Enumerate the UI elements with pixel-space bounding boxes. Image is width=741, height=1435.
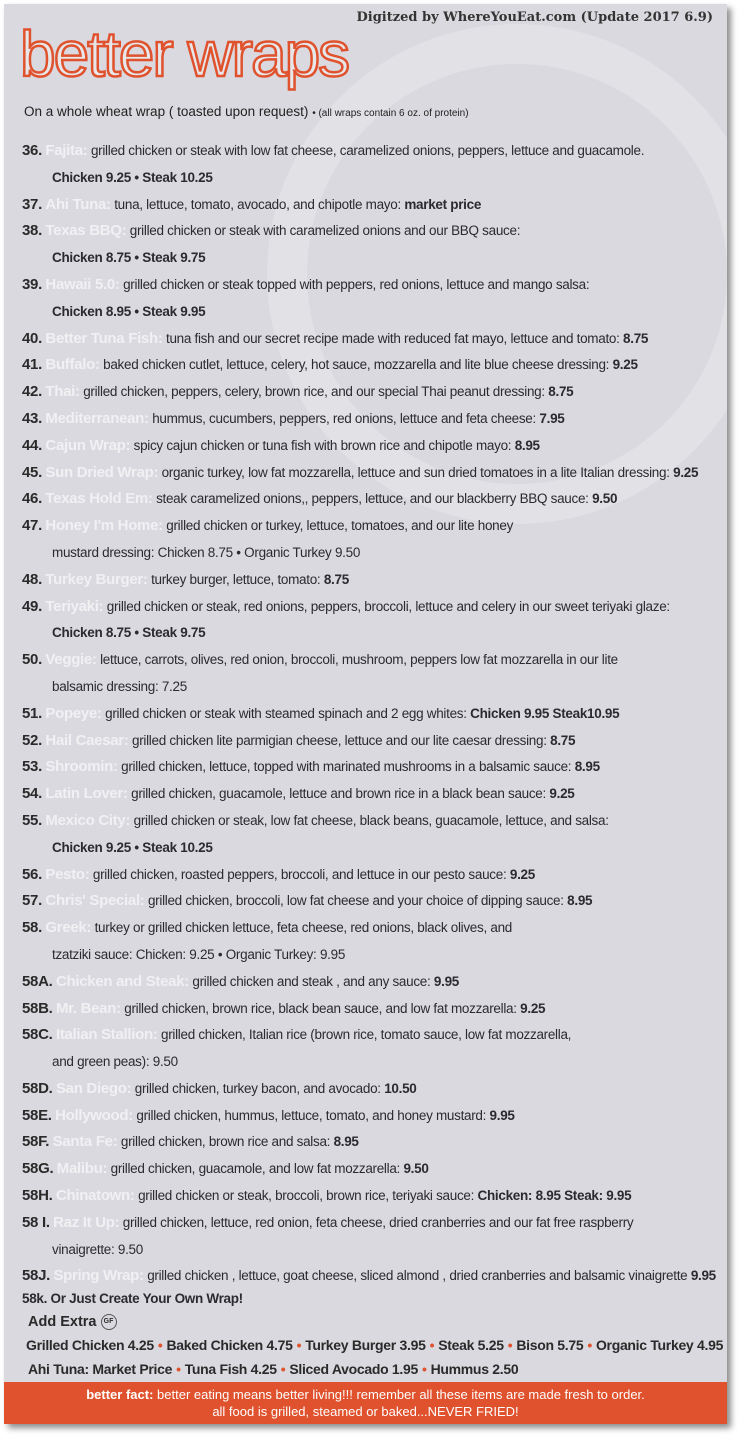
extra-item: Bison 5.75 [516, 1337, 584, 1353]
menu-item-line [22, 1183, 722, 1210]
menu-item-name: Hawaii 5.0: [45, 275, 120, 293]
bullet-separator: • [157, 1337, 163, 1353]
menu-item-line [22, 888, 722, 915]
menu-item [22, 460, 722, 487]
menu-item-line [22, 352, 722, 379]
menu-item-price: 8.95 [514, 437, 540, 453]
menu-item-line [22, 1210, 722, 1237]
extra-item: Hummus 2.50 [430, 1361, 519, 1377]
menu-item-line [22, 862, 722, 889]
menu-item-price: 9.50 [403, 1161, 429, 1177]
menu-item-detail: Chicken 8.95 • Steak 9.95 [52, 303, 206, 319]
better-fact-lead: better fact: [86, 1387, 154, 1402]
menu-item [22, 647, 722, 701]
menu-item-line [22, 915, 722, 942]
menu-item-detail: Chicken 9.25 • Steak 10.25 [52, 169, 213, 185]
menu-item-description: grilled chicken, Italian rice (brown rice, tomato sauce, low fat mozzarella, [160, 1027, 572, 1043]
menu-item-description: grilled chicken, guacamole, and low fat mozzarella: [110, 1161, 400, 1177]
menu-item-number: 43. [22, 409, 42, 427]
bullet-separator: • [176, 1361, 181, 1377]
menu-item-line [22, 1129, 722, 1156]
menu-item-number: 58A. [22, 972, 53, 990]
menu-item-line [22, 406, 722, 433]
menu-item [22, 379, 722, 406]
menu-item-price: 9.95 [433, 973, 459, 989]
menu-item-number: 36. [22, 142, 42, 159]
menu-item-description: grilled chicken and steak , and any sauce: [192, 973, 431, 989]
menu-item-line [22, 138, 722, 165]
menu-item-name: Fajita: [45, 142, 88, 159]
menu-item [22, 513, 722, 567]
menu-item-price: 8.75 [548, 384, 574, 400]
menu-item-description: lettuce, carrots, olives, red onion, broccoli, mushroom, peppers low fat mozzarella in our lite [100, 652, 618, 668]
menu-item [22, 781, 722, 808]
menu-item [22, 862, 722, 889]
menu-item [22, 486, 722, 513]
menu-item [22, 433, 722, 460]
menu-item-number: 40. [22, 329, 42, 347]
menu-item-number: 48. [22, 570, 42, 588]
menu-item-description: grilled chicken, brown rice and salsa: [120, 1134, 331, 1150]
menu-item-name: Texas Hold Em: [45, 490, 153, 508]
menu-item-description: grilled chicken, turkey bacon, and avocado: [134, 1080, 381, 1096]
menu-item-description: organic turkey, low fat mozzarella, lettuce and sun dried tomatoes in a lite Italian dressing: [161, 464, 670, 480]
menu-item-description: grilled chicken, broccoli, low fat cheese and your choice of dipping sauce: [147, 893, 564, 909]
menu-item-detail: tzatziki sauce: Chicken: 9.25 • Organic Turkey: 9.95 [52, 946, 346, 962]
menu-item-price: 8.75 [550, 732, 576, 748]
menu-item-name: Hollywood: [55, 1106, 133, 1124]
menu-item-description: grilled chicken, guacamole, lettuce and brown rice in a black bean sauce: [131, 786, 546, 802]
menu-item-description: grilled chicken , lettuce, goat cheese, sliced almond , dried cranberries and balsamic vinaigrette [147, 1268, 688, 1284]
menu-item-line [22, 192, 722, 219]
menu-item-number: 56. [22, 865, 42, 883]
menu-item-name: Cajun Wrap: [45, 436, 131, 454]
menu-item-line [22, 272, 722, 299]
menu-item [22, 701, 722, 728]
menu-item-name: Turkey Burger: [45, 570, 148, 588]
menu-item-line [22, 969, 722, 996]
menu-item-price: 9.25 [549, 786, 575, 802]
menu-item [22, 1076, 722, 1103]
wrap-list [22, 138, 722, 1317]
menu-item-description: turkey or grilled chicken lettuce, feta cheese, red onions, black olives, and [94, 920, 512, 936]
menu-item-line [22, 1076, 722, 1103]
menu-item-price: 8.95 [567, 893, 593, 909]
menu-item-price: 8.95 [574, 759, 600, 775]
menu-item-number: 57. [22, 892, 42, 910]
menu-item-detail: Chicken 8.75 • Steak 9.75 [52, 250, 206, 266]
menu-item-description: grilled chicken, hummus, lettuce, tomato, and honey mustard: [136, 1107, 487, 1123]
menu-item [22, 192, 722, 219]
menu-item-line [22, 754, 722, 781]
menu-item-line [22, 513, 722, 540]
menu-item-line [22, 728, 722, 755]
menu-item-line [22, 701, 722, 728]
extra-item: Grilled Chicken 4.25 [26, 1337, 154, 1353]
menu-item-description: grilled chicken or turkey, lettuce, tomatoes, and our lite honey [166, 518, 514, 534]
menu-item-name: Santa Fe: [52, 1133, 118, 1151]
menu-item-name: Veggie: [45, 651, 97, 669]
bullet-separator: • [296, 1337, 302, 1353]
menu-item-number: 58J. [22, 1267, 50, 1285]
menu-item [22, 326, 722, 353]
add-extra-heading [28, 1314, 117, 1330]
bullet-separator: • [421, 1361, 427, 1377]
menu-item-name: Chris' Special: [45, 892, 145, 910]
menu-item-name: Malibu: [56, 1160, 108, 1178]
menu-item-detail: Chicken 9.25 • Steak 10.25 [52, 839, 213, 855]
extra-item: Sliced Avocado 1.95 [289, 1361, 418, 1377]
menu-item-number: 39. [22, 275, 42, 293]
menu-item-price: 7.95 [539, 410, 565, 426]
menu-page [4, 4, 727, 1424]
menu-item-line [22, 567, 722, 594]
menu-item-name: Buffalo: [45, 356, 100, 374]
menu-item-price: market price [404, 196, 482, 212]
extra-item: Tuna Fish 4.25 [184, 1361, 277, 1377]
extras-row-1 [26, 1337, 723, 1353]
menu-item [22, 996, 722, 1023]
menu-item-number: 49. [22, 597, 42, 615]
menu-item-detail: vinaigrette: 9.50 [52, 1241, 143, 1257]
menu-item-description: grilled chicken or steak topped with peppers, red onions, lettuce and mango salsa: [123, 276, 590, 292]
menu-item-price: 9.95 [489, 1107, 515, 1123]
bullet-separator: • [280, 1361, 286, 1377]
page-title: better wraps [20, 18, 349, 90]
extra-item: Steak 5.25 [438, 1337, 504, 1353]
menu-item-description: steak caramelized onions,, peppers, lettuce, and our blackberry BBQ sauce: [156, 491, 589, 507]
menu-item [22, 728, 722, 755]
menu-item-price: 8.75 [323, 571, 349, 587]
menu-item-number: 41. [22, 356, 42, 374]
menu-item-number: 51. [22, 704, 42, 722]
menu-item-line [22, 996, 722, 1023]
menu-item-price: 9.25 [520, 1000, 546, 1016]
menu-item [22, 406, 722, 433]
menu-item-description: grilled chicken or steak, broccoli, brown rice, teriyaki sauce: [138, 1188, 475, 1204]
menu-item-price: 8.95 [333, 1134, 359, 1150]
menu-item-name: Thai: [45, 383, 80, 401]
extra-item: Turkey Burger 3.95 [305, 1337, 426, 1353]
menu-item-name: Greek: [45, 919, 92, 937]
menu-item-number: 42. [22, 383, 42, 401]
menu-item [22, 272, 722, 326]
menu-item-detail: and green peas): 9.50 [52, 1054, 178, 1070]
menu-item-price: 9.25 [612, 357, 638, 373]
menu-item-detail: mustard dressing: Chicken 8.75 • Organic Turkey 9.50 [52, 544, 361, 560]
menu-item-price: 8.75 [623, 330, 649, 346]
menu-item-name: Teriyaki: [45, 597, 104, 615]
menu-item-name: San Diego: [55, 1079, 132, 1097]
menu-item-number: 58H. [22, 1187, 53, 1205]
extra-item: Baked Chicken 4.75 [166, 1337, 293, 1353]
menu-item-name: Pesto: [45, 865, 90, 883]
menu-item-number: 58B. [22, 999, 53, 1017]
add-extra-title: Add Extra [28, 1314, 97, 1330]
menu-item-number: 58D. [22, 1079, 53, 1097]
menu-item-name: Latin Lover: [45, 785, 128, 803]
menu-item-number: 58F. [22, 1133, 50, 1151]
menu-item-price: 9.95 [690, 1268, 716, 1284]
bullet-separator: • [429, 1337, 435, 1353]
menu-item-number: 58C. [22, 1026, 53, 1044]
menu-item-description: hummus, cucumbers, peppers, red onions, lettuce and feta cheese: [152, 410, 536, 426]
menu-item [22, 1263, 722, 1317]
menu-item-description: grilled chicken, brown rice, black bean sauce, and low fat mozzarella: [124, 1000, 517, 1016]
menu-item [22, 218, 722, 272]
menu-item-description: spicy cajun chicken or tuna fish with brown rice and chipotle mayo: [133, 437, 512, 453]
menu-item-line [22, 379, 722, 406]
menu-item-number: 55. [22, 811, 42, 829]
menu-item-line [22, 433, 722, 460]
menu-item-name: Mr. Bean: [55, 999, 121, 1017]
menu-item-name: Shroomin: [45, 758, 118, 776]
menu-item-description: tuna, lettuce, tomato, avocado, and chipotle mayo: [114, 196, 401, 212]
menu-item-line [22, 647, 722, 674]
menu-item-number: 58G. [22, 1160, 54, 1178]
menu-item-name: Better Tuna Fish: [45, 329, 163, 347]
menu-item-number: 38. [22, 222, 42, 240]
menu-item-number: 37. [22, 195, 42, 213]
menu-item-description: turkey burger, lettuce, tomato: [151, 571, 321, 587]
menu-item-number: 53. [22, 758, 42, 776]
menu-item-name: Italian Stallion: [55, 1026, 158, 1044]
menu-item-name: Mediterranean: [45, 409, 149, 427]
subtitle-note: • (all wraps contain 6 oz. of protein) [312, 108, 469, 119]
gluten-free-badge: GF [101, 1314, 117, 1330]
menu-item-number: 47. [22, 517, 42, 535]
menu-item-number: 44. [22, 436, 42, 454]
menu-item-line [22, 326, 722, 353]
menu-item [22, 1022, 722, 1076]
menu-item-detail: balsamic dressing: 7.25 [52, 678, 187, 694]
menu-item-price: 9.50 [592, 491, 618, 507]
menu-item-description: grilled chicken or steak, red onions, peppers, broccoli, lettuce and celery in our sweet teriyaki glaze: [106, 598, 670, 614]
menu-item-number: 46. [22, 490, 42, 508]
menu-item-price: Chicken 9.95 Steak10.95 [470, 705, 620, 721]
menu-item-line [22, 808, 722, 835]
menu-item-name: Raz It Up: [53, 1213, 120, 1231]
menu-item-line [22, 1263, 722, 1290]
extra-item: Ahi Tuna: Market Price [28, 1361, 173, 1377]
menu-item [22, 754, 722, 781]
menu-item-name: Sun Dried Wrap: [45, 463, 159, 481]
menu-item-line [22, 594, 722, 621]
menu-item-number: 54. [22, 785, 42, 803]
menu-item-number: 50. [22, 651, 42, 669]
menu-item-description: grilled chicken or steak with caramelized onions and our BBQ sauce: [129, 223, 521, 239]
better-fact-text-2: all food is grilled, steamed or baked...NEVER FRIED! [212, 1404, 519, 1419]
menu-item-name: Spring Wrap: [53, 1267, 144, 1285]
menu-item [22, 567, 722, 594]
menu-item-price: 9.25 [509, 866, 535, 882]
menu-item-number: 58. [22, 919, 42, 937]
menu-item-line [22, 781, 722, 808]
menu-item-price: 9.25 [673, 464, 699, 480]
menu-item-name: Hail Caesar: [45, 731, 129, 749]
menu-item-line [22, 1022, 722, 1049]
menu-item-description: grilled chicken or steak with steamed spinach and 2 egg whites: [105, 705, 467, 721]
menu-item-name: Popeye: [45, 704, 102, 722]
menu-item-description: grilled chicken, lettuce, red onion, feta cheese, dried cranberries and our fat free raspberry [122, 1214, 634, 1230]
subtitle-text: On a whole wheat wrap ( toasted upon request) [24, 104, 309, 119]
menu-item-description: grilled chicken or steak, low fat cheese, black beans, guacamole, lettuce, and salsa: [133, 812, 609, 828]
menu-item [22, 1129, 722, 1156]
menu-item [22, 594, 722, 648]
menu-item-name: Texas BBQ: [45, 222, 127, 240]
menu-item-name: Ahi Tuna: [45, 195, 111, 213]
menu-item [22, 1156, 722, 1183]
better-fact-banner [4, 1382, 727, 1424]
menu-item [22, 138, 722, 192]
menu-item-number: 45. [22, 463, 42, 481]
menu-item-description: baked chicken cutlet, lettuce, celery, hot sauce, mozzarella and lite blue cheese dressing: [103, 357, 610, 373]
menu-item-price: 10.50 [384, 1080, 417, 1096]
extras-row-2 [28, 1361, 518, 1377]
extra-item: Organic Turkey 4.95 [595, 1337, 724, 1353]
menu-item [22, 808, 722, 862]
menu-item-line [22, 486, 722, 513]
menu-item-description: grilled chicken, roasted peppers, broccoli, and lettuce in our pesto sauce: [92, 866, 507, 882]
menu-item-name: Mexico City: [45, 811, 131, 829]
menu-item [22, 352, 722, 379]
menu-item [22, 969, 722, 996]
menu-item-description: grilled chicken lite parmigian cheese, lettuce and our lite caesar dressing: [131, 732, 547, 748]
menu-item [22, 915, 722, 969]
menu-item-detail: Chicken 8.75 • Steak 9.75 [52, 625, 206, 641]
menu-item-number: 58 I. [22, 1213, 50, 1231]
menu-item-line [22, 218, 722, 245]
menu-item-description: grilled chicken, peppers, celery, brown rice, and our special Thai peanut dressing: [83, 384, 545, 400]
menu-item-description: grilled chicken, lettuce, topped with marinated mushrooms in a balsamic sauce: [121, 759, 572, 775]
menu-item-price: Chicken: 8.95 Steak: 9.95 [477, 1188, 632, 1204]
menu-item [22, 1210, 722, 1264]
menu-item-line [22, 460, 722, 487]
bullet-separator: • [507, 1337, 513, 1353]
menu-item-detail: 58k. Or Just Create Your Own Wrap! [22, 1291, 243, 1307]
menu-item-name: Chicken and Steak: [55, 972, 189, 990]
menu-item-description: tuna fish and our secret recipe made with reduced fat mayo, lettuce and tomato: [166, 330, 620, 346]
menu-item-description: grilled chicken or steak with low fat cheese, caramelized onions, peppers, lettuce and guacamole. [90, 143, 645, 158]
page-subtitle [24, 104, 469, 119]
better-fact-line-1 [4, 1386, 727, 1403]
menu-item-name: Honey I'm Home: [45, 517, 163, 535]
menu-item-number: 58E. [22, 1106, 52, 1124]
menu-item-line [22, 1103, 722, 1130]
menu-item [22, 1183, 722, 1210]
digitized-credit: Digitzed by WhereYouEat.com (Update 2017 6.9) [356, 10, 713, 25]
bullet-separator: • [587, 1337, 592, 1353]
menu-item [22, 888, 722, 915]
menu-item [22, 1103, 722, 1130]
menu-item-name: Chinatown: [55, 1187, 135, 1205]
better-fact-text-1: better eating means better living!!! remember all these items are made fresh to order. [157, 1387, 645, 1402]
menu-item-number: 52. [22, 731, 42, 749]
menu-item-line [22, 1156, 722, 1183]
